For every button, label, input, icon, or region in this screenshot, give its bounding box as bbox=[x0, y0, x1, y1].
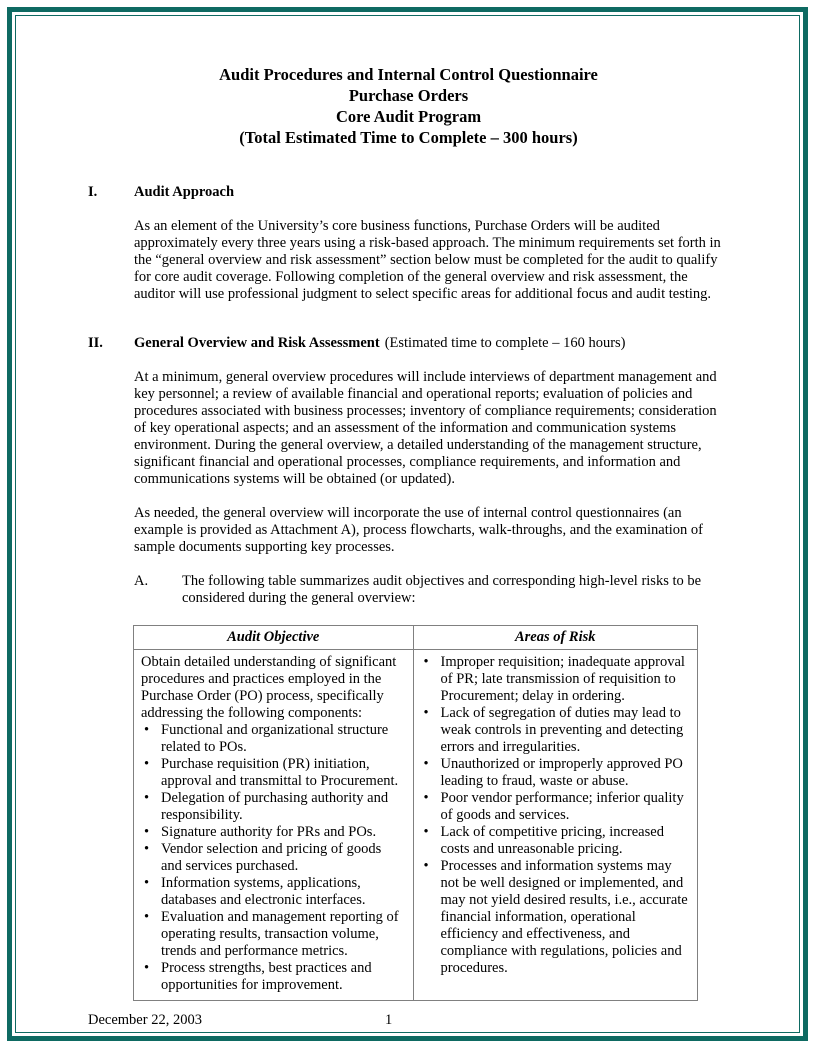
table-row bbox=[134, 650, 698, 1001]
bullet-item: • Purchase requisition (PR) initiation, approval and transmittal to Procurement. bbox=[141, 756, 406, 790]
bullet-item: • Lack of segregation of duties may lead to weak controls in preventing and detecting errors and irregularities. bbox=[421, 705, 691, 756]
bullet-item: • Unauthorized or improperly approved PO leading to fraud, waste or abuse. bbox=[421, 756, 691, 790]
section-number: I. bbox=[88, 184, 98, 200]
paragraph: As an element of the University’s core business functions, Purchase Orders will be audited approximately every three years using a risk-based approach. The minimum requirements set forth in the “general overview and risk assessment” section below must be completed for the audit to qualify for core audit coverage. Following completion of the general overview and risk assessment, the auditor will use professional judgment to select specific areas for additional focus and audit testing. bbox=[134, 218, 721, 302]
bullet-item: • Signature authority for PRs and POs. bbox=[141, 824, 406, 841]
objective-bullet-list bbox=[141, 722, 406, 994]
bullet-item: • Lack of competitive pricing, increased costs and unreasonable pricing. bbox=[421, 824, 691, 858]
title-line-4: (Total Estimated Time to Complete – 300 hours) bbox=[239, 128, 578, 147]
table-cell-audit-objective bbox=[134, 650, 414, 1001]
bullet-item: • Processes and information systems may not be well designed or implemented, and may not yield desired results, i.e., accurate financial information, operational efficiency and effectiveness, and compliance with regulations, policies and procedures. bbox=[421, 858, 691, 977]
section-heading-row bbox=[88, 335, 729, 352]
footer-date: December 22, 2003 bbox=[88, 1012, 202, 1028]
bullet-item: • Functional and organizational structure related to POs. bbox=[141, 722, 406, 756]
page-number: 1 bbox=[385, 1012, 393, 1028]
bullet-item: • Poor vendor performance; inferior quality of goods and services. bbox=[421, 790, 691, 824]
section-heading-note: (Estimated time to complete – 160 hours) bbox=[384, 335, 626, 351]
bullet-item: • Evaluation and management reporting of operating results, transaction volume, trends and performance metrics. bbox=[141, 909, 406, 960]
section-general-overview bbox=[88, 335, 729, 1001]
list-item-label: A. bbox=[134, 573, 149, 589]
objective-intro: Obtain detailed understanding of significant procedures and practices employed in the Purchase Order (PO) process, specifically addressing the following components: bbox=[141, 654, 397, 721]
risk-bullet-list bbox=[421, 654, 691, 977]
section-heading: General Overview and Risk Assessment bbox=[134, 335, 380, 351]
section-audit-approach bbox=[88, 184, 729, 303]
list-item-text: The following table summarizes audit objectives and corresponding high-level risks to be considered during the general overview: bbox=[182, 573, 702, 606]
audit-objectives-table bbox=[133, 625, 698, 1001]
list-item-a bbox=[134, 573, 729, 607]
section-number: II. bbox=[88, 335, 103, 351]
title-line-1: Audit Procedures and Internal Control Questionnaire bbox=[219, 65, 598, 84]
title-line-3: Core Audit Program bbox=[335, 107, 482, 126]
bullet-item: • Delegation of purchasing authority and responsibility. bbox=[141, 790, 406, 824]
bullet-item: • Information systems, applications, databases and electronic interfaces. bbox=[141, 875, 406, 909]
table-header-row bbox=[134, 626, 698, 650]
page-footer bbox=[88, 1012, 729, 1029]
bullet-item: • Process strengths, best practices and opportunities for improvement. bbox=[141, 960, 406, 994]
paragraph: At a minimum, general overview procedures will include interviews of department management and key personnel; a review of available financial and operational reports; evaluation of policies and procedures associated with business processes; inventory of compliance requirements; consideration of key operational aspects; and an assessment of the information and communication systems environment. During the general overview, a detailed understanding of the management structure, significant financial and operational processes, compliance requirements, and information and communications systems will be obtained (or updated). bbox=[134, 369, 717, 487]
section-heading: Audit Approach bbox=[134, 184, 235, 200]
title-line-2: Purchase Orders bbox=[348, 86, 469, 105]
section-heading-row bbox=[88, 184, 729, 201]
table-cell-areas-of-risk bbox=[413, 650, 698, 1001]
table-header-areas-of-risk: Areas of Risk bbox=[413, 626, 698, 650]
bullet-item: • Improper requisition; inadequate approval of PR; late transmission of requisition to Procurement; delay in ordering. bbox=[421, 654, 691, 705]
table-header-audit-objective: Audit Objective bbox=[134, 626, 414, 650]
paragraph: As needed, the general overview will incorporate the use of internal control questionnaires (an example is provided as Attachment A), process flowcharts, walk-throughs, and the examination of sample documents supporting key processes. bbox=[134, 505, 703, 555]
bullet-item: • Vendor selection and pricing of goods and services purchased. bbox=[141, 841, 406, 875]
document-title-block bbox=[88, 64, 729, 148]
